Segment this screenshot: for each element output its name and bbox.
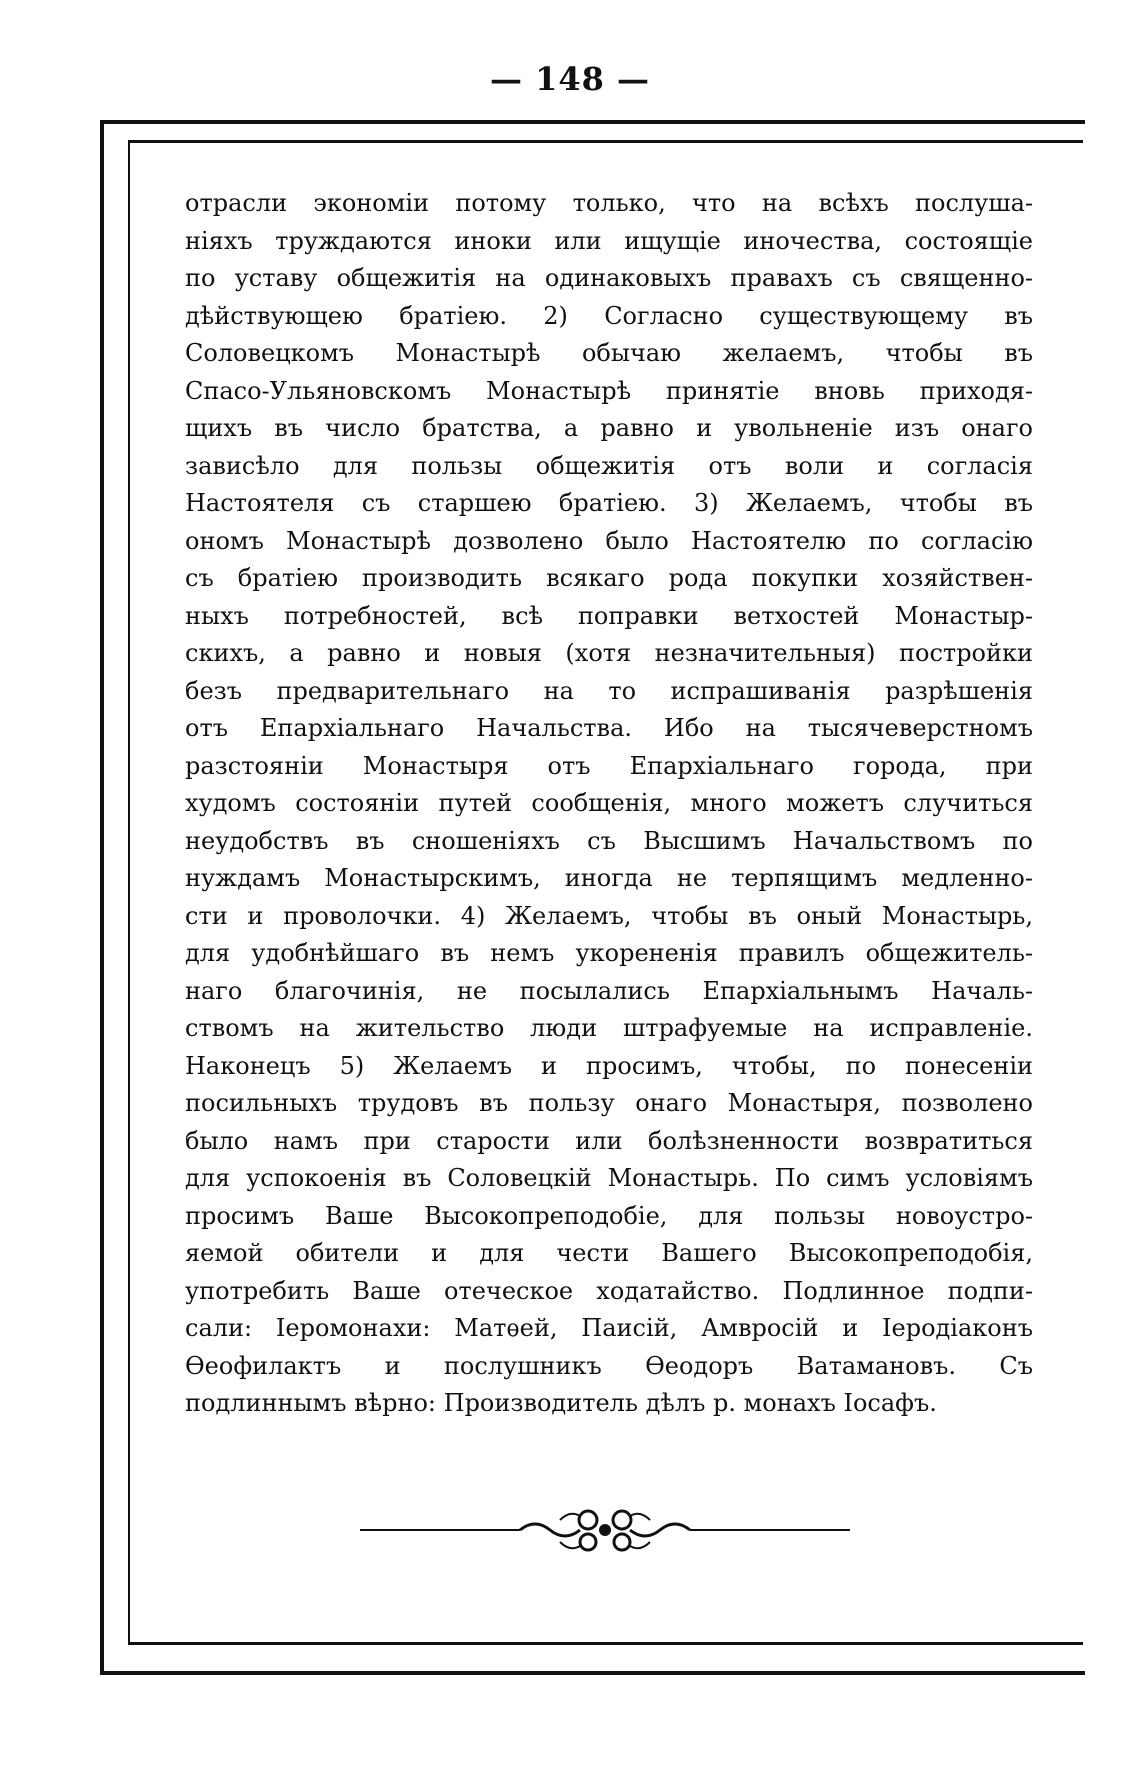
- text-line: скихъ, а равно и новыя (хотя незначительныя) постройки: [185, 639, 1033, 667]
- text-line: было намъ при старости или болѣзненности возвратиться: [185, 1126, 1033, 1155]
- body-text: [185, 185, 1033, 1423]
- text-line: просимъ Ваше Высокопреподобіе, для пользы новоустро-: [185, 1201, 1033, 1230]
- text-line: ономъ Монастырѣ дозволено было Настоятелю по согласію: [185, 526, 1033, 555]
- text-line: худомъ состояніи путей сообщенія, много можетъ случиться: [185, 789, 1033, 817]
- text-line: подлиннымъ вѣрно: Производитель дѣлъ р. монахъ Іосафъ.: [185, 1389, 937, 1417]
- text-line: употребить Ваше отеческое ходатайство. Подлинное подпи-: [185, 1276, 1033, 1305]
- text-line: по уставу общежитія на одинаковыхъ правахъ съ священно-: [185, 264, 1033, 292]
- text-line: щихъ въ число братства, а равно и увольненіе изъ онаго: [185, 414, 1033, 442]
- text-line: яемой обители и для чести Вашего Высокопреподобія,: [185, 1239, 1033, 1267]
- text-line: Спасо-Ульяновскомъ Монастырѣ принятіе вновь приходя-: [185, 376, 1033, 405]
- text-line: безъ предварительнаго на то испрашиванія разрѣшенія: [185, 676, 1033, 705]
- text-line: ніяхъ труждаются иноки или ищущіе иночества, состоящіе: [185, 226, 1033, 255]
- text-line: ствомъ на жительство люди штрафуемые на исправленіе.: [185, 1014, 1033, 1042]
- text-line: сти и проволочки. 4) Желаемъ, чтобы въ оный Монастырь,: [185, 901, 1033, 930]
- text-line: отъ Епархіальнаго Начальства. Ибо на тысячеверстномъ: [185, 714, 1033, 742]
- text-line: Настоятеля съ старшею братіею. 3) Желаемъ, чтобы въ: [185, 489, 1033, 517]
- text-line: неудобствъ въ сношеніяхъ съ Высшимъ Начальствомъ по: [185, 826, 1033, 855]
- text-line: зависѣло для пользы общежитія отъ воли и согласія: [185, 451, 1033, 480]
- text-line: Наконецъ 5) Желаемъ и просимъ, чтобы, по понесеніи: [185, 1051, 1033, 1080]
- text-line: отрасли экономіи потому только, что на всѣхъ послуша-: [185, 189, 1033, 217]
- text-line: ныхъ потребностей, всѣ поправки ветхостей Монастыр-: [185, 601, 1033, 630]
- ornament-divider-icon: [360, 1500, 850, 1560]
- text-line: для удобнѣйшаго въ немъ укорененія правилъ общежитель-: [185, 939, 1033, 967]
- page-number: — 148 —: [489, 60, 651, 98]
- text-line: для успокоенія въ Соловецкій Монастырь. По симъ условіямъ: [185, 1164, 1033, 1192]
- text-line: Ѳеофилактъ и послушникъ Ѳеодоръ Ватамановъ. Съ: [185, 1351, 1033, 1380]
- text-line: разстояніи Монастыря отъ Епархіальнаго города, при: [185, 751, 1033, 780]
- text-line: Соловецкомъ Монастырѣ обычаю желаемъ, чтобы въ: [185, 339, 1033, 367]
- text-line: съ братіею производить всякаго рода покупки хозяйствен-: [185, 564, 1033, 592]
- text-line: посильныхъ трудовъ въ пользу онаго Монастыря, позволено: [185, 1089, 1033, 1117]
- text-line: нуждамъ Монастырскимъ, иногда не терпящимъ медленно-: [185, 864, 1033, 892]
- text-line: дѣйствующею братіею. 2) Согласно существующему въ: [185, 301, 1033, 330]
- text-line: наго благочинія, не посылались Епархіальнымъ Началь-: [185, 976, 1033, 1005]
- text-line: сали: Іеромонахи: Матѳей, Паисій, Амвросій и Іеродіаконъ: [185, 1314, 1033, 1342]
